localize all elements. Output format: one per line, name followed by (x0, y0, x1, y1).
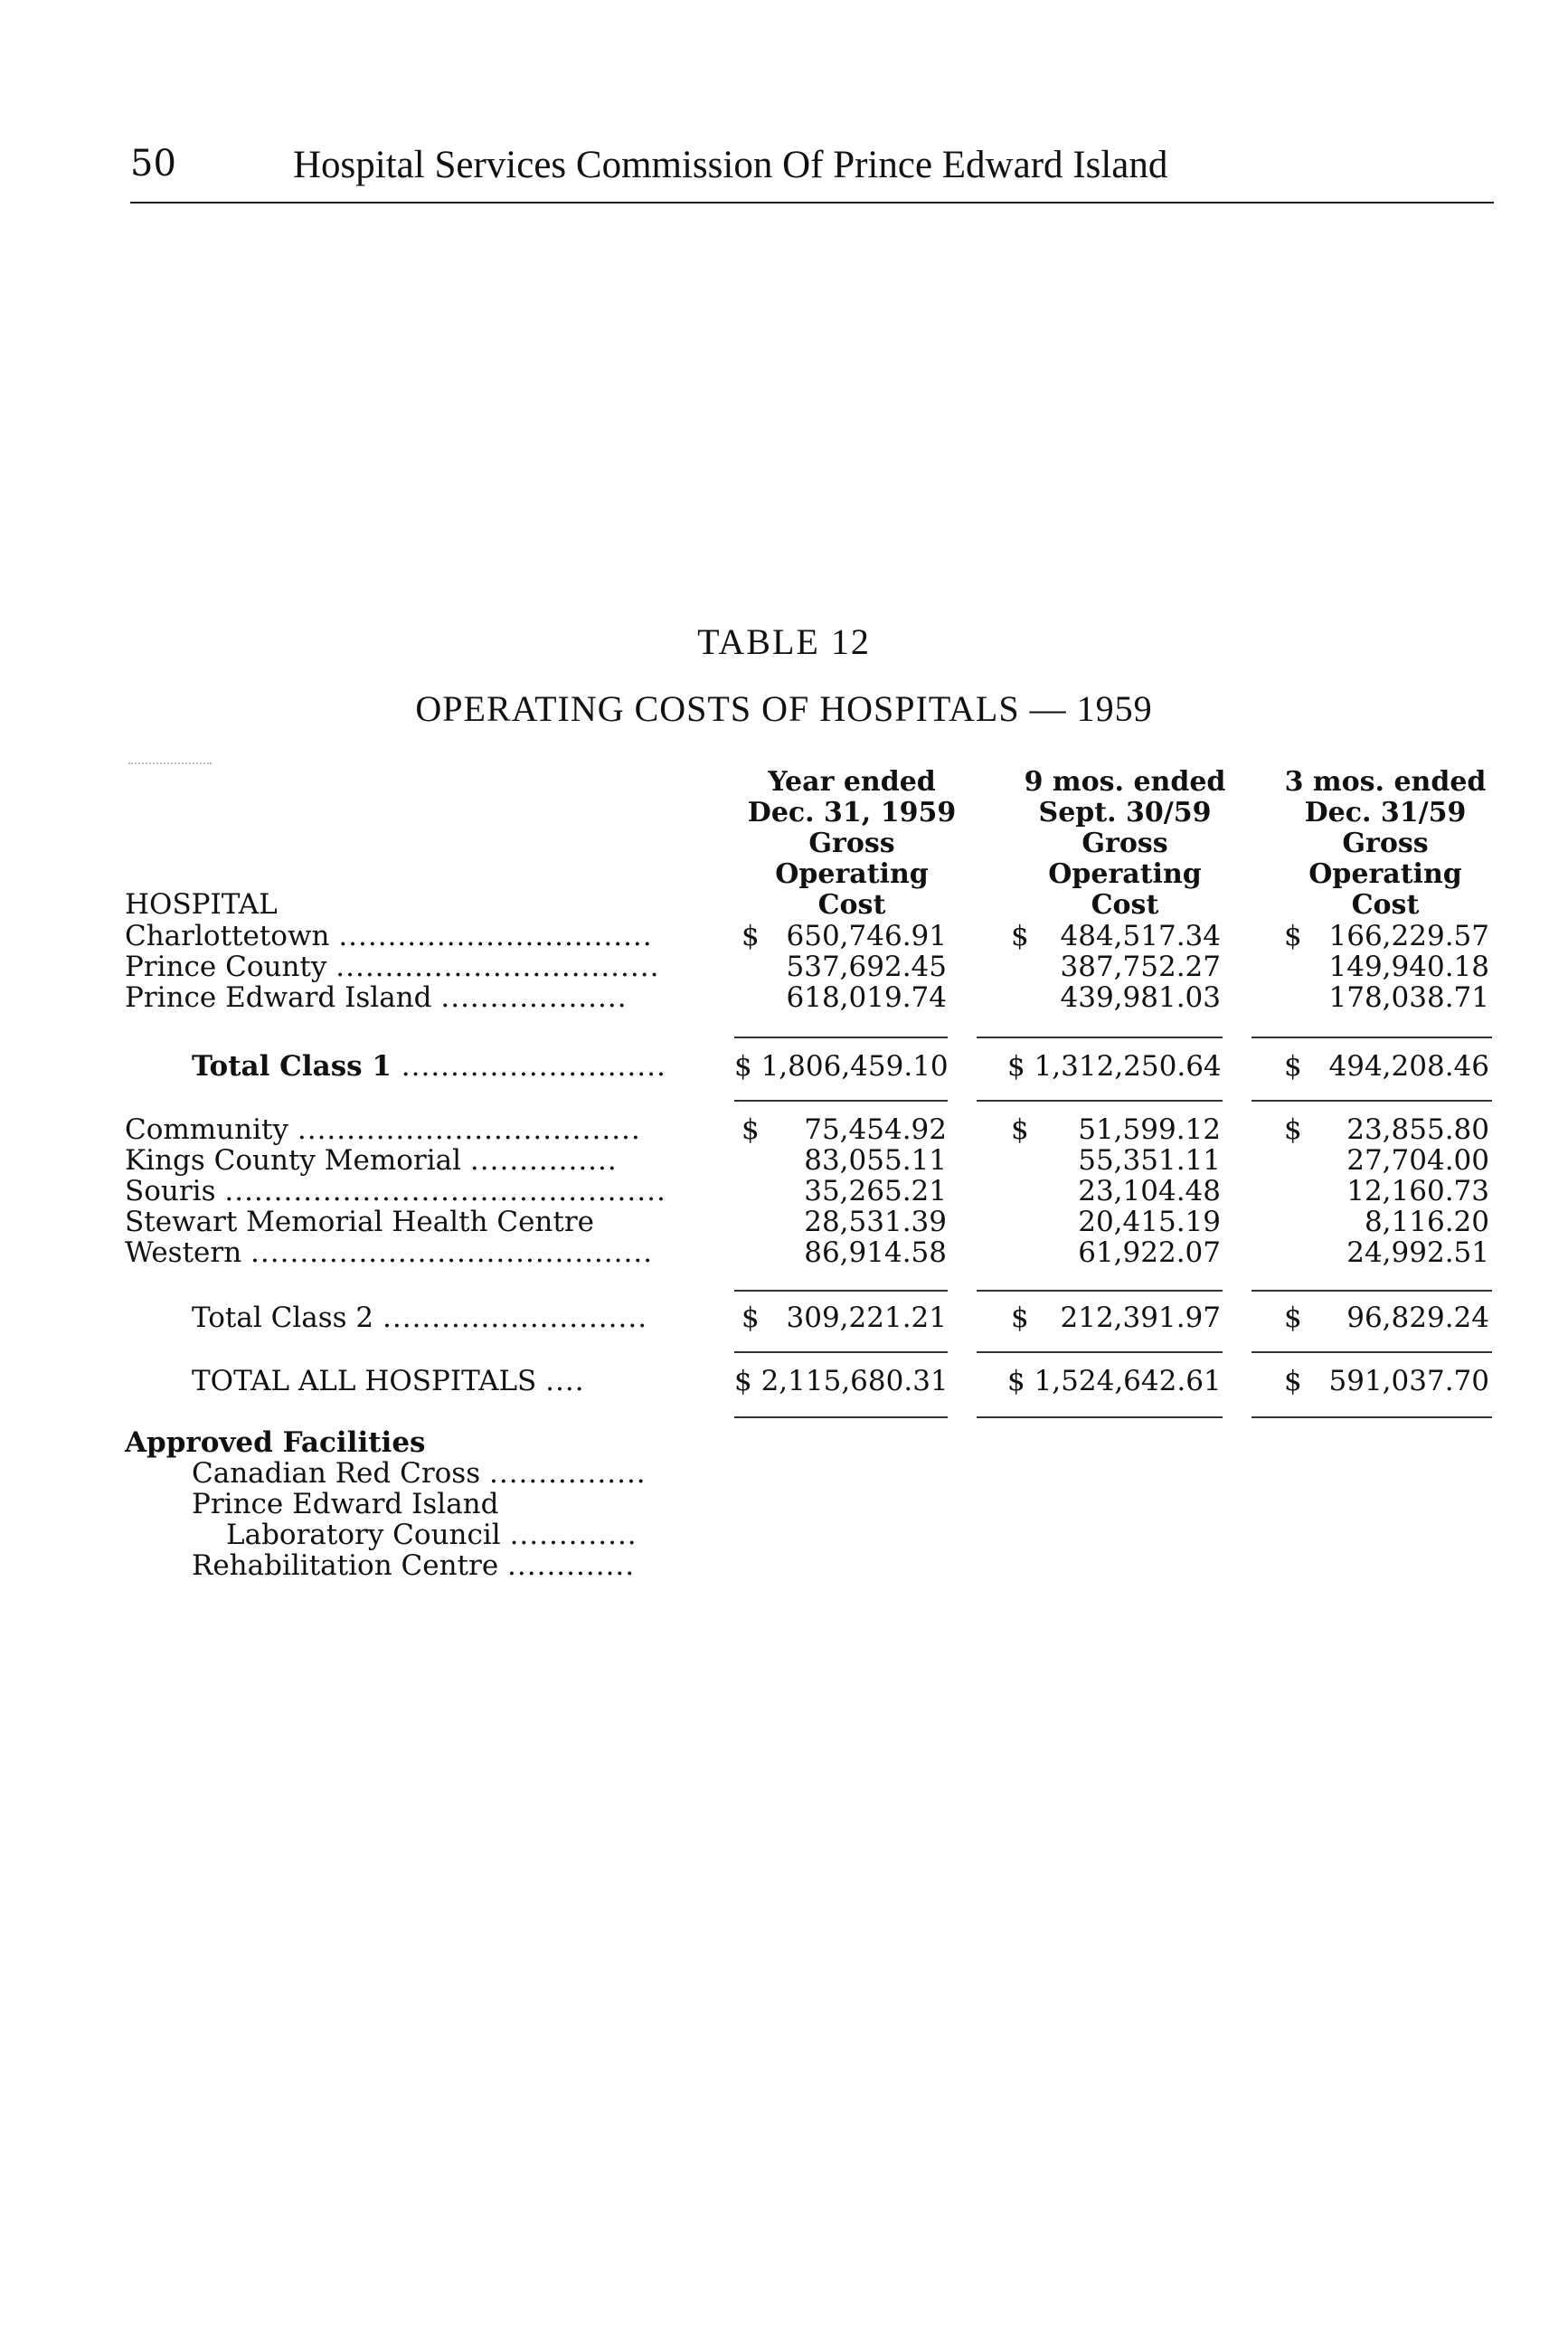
cell-value: 35,265.21 (804, 1175, 947, 1207)
subtotal-rule (1252, 1037, 1492, 1038)
total-value: $ 1,806,459.10 (734, 1050, 949, 1083)
hospital-name: Prince County (125, 951, 327, 983)
dot-leader: ......................................... (250, 1236, 654, 1269)
total-rule (977, 1100, 1223, 1102)
cell-value: 28,531.39 (804, 1206, 947, 1238)
total-value: 309,221.21 (786, 1302, 947, 1334)
cell-value: 83,055.11 (804, 1144, 947, 1177)
total-value: 96,829.24 (1346, 1302, 1489, 1334)
cell-value: 51,599.12 (1078, 1113, 1221, 1146)
currency-symbol: $ (1011, 1113, 1029, 1146)
currency-symbol: $ (1011, 920, 1029, 952)
cell-value: 86,914.58 (804, 1236, 947, 1269)
cell-value: 23,104.48 (1078, 1175, 1221, 1207)
currency-symbol: $ (741, 920, 760, 952)
approved-facility-item: Canadian Red Cross ................ (192, 1457, 647, 1490)
total-rule (1252, 1100, 1492, 1102)
total-rule (734, 1351, 948, 1353)
header-rule (130, 202, 1494, 204)
hospital-name: Souris (125, 1175, 216, 1207)
approved-facility-item: Prince Edward Island (192, 1488, 499, 1520)
cell-value: 23,855.80 (1346, 1113, 1489, 1146)
dot-leader: .... (545, 1365, 585, 1397)
hospital-name: Prince Edward Island (125, 981, 432, 1014)
currency-symbol: $ (1284, 1050, 1302, 1083)
cell-value: 387,752.27 (1060, 951, 1221, 983)
cell-value: 178,038.71 (1328, 981, 1489, 1014)
running-title: Hospital Services Commission Of Prince Edward Island (293, 144, 1168, 186)
cell-value: 55,351.11 (1078, 1144, 1221, 1177)
currency-symbol: $ (741, 1302, 760, 1334)
running-header (130, 143, 1496, 197)
currency-symbol: $ (1284, 920, 1302, 952)
dot-leader: ........................... (383, 1302, 648, 1334)
cell-value: 20,415.19 (1078, 1206, 1221, 1238)
dot-leader: ........................... (401, 1050, 666, 1083)
table-title: OPERATING COSTS OF HOSPITALS — 1959 (415, 688, 1153, 729)
cell-value: 12,160.73 (1346, 1175, 1489, 1207)
cell-value: 650,746.91 (786, 920, 947, 952)
column-header-year: Year ended Dec. 31, 1959 Gross Operating Cost (747, 766, 957, 921)
hospital-name: Kings County Memorial (125, 1144, 462, 1177)
cell-value: 24,992.51 (1346, 1236, 1489, 1269)
grand-total-rule (977, 1416, 1223, 1418)
hospital-name: Community (125, 1113, 288, 1146)
subtotal-rule (1252, 1290, 1492, 1292)
total-rule (734, 1100, 948, 1102)
cell-value: 439,981.03 (1060, 981, 1221, 1014)
hospital-name: Stewart Memorial Health Centre (125, 1206, 595, 1238)
cell-value: 8,116.20 (1364, 1206, 1489, 1238)
dot-leader: ................................. (335, 951, 660, 983)
dot-leader: ................................ (338, 920, 653, 952)
grand-total-value: 591,037.70 (1328, 1365, 1489, 1397)
cell-value: 75,454.92 (804, 1113, 947, 1146)
hospital-name: Charlottetown (125, 920, 330, 952)
cell-value: 27,704.00 (1346, 1144, 1489, 1177)
cell-value: 166,229.57 (1328, 920, 1489, 952)
cell-value: 618,019.74 (786, 981, 947, 1014)
column-header-9-months: 9 mos. ended Sept. 30/59 Gross Operating Cost (1024, 766, 1226, 921)
currency-symbol: $ (1011, 1302, 1029, 1334)
dot-leader: ............... (469, 1144, 618, 1177)
cell-value: 149,940.18 (1328, 951, 1489, 983)
dot-leader: ................... (440, 981, 628, 1014)
scan-artifact (128, 762, 212, 768)
hospital-name: Western (125, 1236, 242, 1269)
subtotal-rule (977, 1037, 1223, 1038)
cell-value: 484,517.34 (1060, 920, 1221, 952)
page-number: 50 (130, 143, 176, 185)
row-header-hospital: HOSPITAL (125, 888, 278, 921)
currency-symbol: $ (741, 1113, 760, 1146)
dot-leader: ............................................. (224, 1175, 666, 1207)
grand-total-value: $ 1,524,642.61 (1007, 1365, 1222, 1397)
grand-total-value: $ 2,115,680.31 (734, 1365, 949, 1397)
table-number: TABLE 12 (697, 621, 871, 662)
total-value: 494,208.46 (1328, 1050, 1489, 1083)
approved-facility-item: Laboratory Council ............. (226, 1519, 638, 1551)
total-value: 212,391.97 (1060, 1302, 1221, 1334)
total-label: Total Class 2 (192, 1302, 374, 1334)
currency-symbol: $ (1284, 1365, 1302, 1397)
grand-total-rule (734, 1416, 948, 1418)
approved-facility-item: Rehabilitation Centre ............. (192, 1549, 636, 1582)
column-header-3-months: 3 mos. ended Dec. 31/59 Gross Operating Cost (1284, 766, 1487, 921)
subtotal-rule (734, 1290, 948, 1292)
approved-facilities-heading: Approved Facilities (125, 1426, 426, 1459)
subtotal-rule (977, 1290, 1223, 1292)
currency-symbol: $ (1284, 1302, 1302, 1334)
grand-total-label: TOTAL ALL HOSPITALS (192, 1365, 537, 1397)
total-value: $ 1,312,250.64 (1007, 1050, 1222, 1083)
total-label: Total Class 1 (192, 1050, 392, 1083)
dot-leader: ................................... (297, 1113, 641, 1146)
subtotal-rule (734, 1037, 948, 1038)
cell-value: 537,692.45 (786, 951, 947, 983)
currency-symbol: $ (1284, 1113, 1302, 1146)
cell-value: 61,922.07 (1078, 1236, 1221, 1269)
total-rule (1252, 1351, 1492, 1353)
total-rule (977, 1351, 1223, 1353)
grand-total-rule (1252, 1416, 1492, 1418)
